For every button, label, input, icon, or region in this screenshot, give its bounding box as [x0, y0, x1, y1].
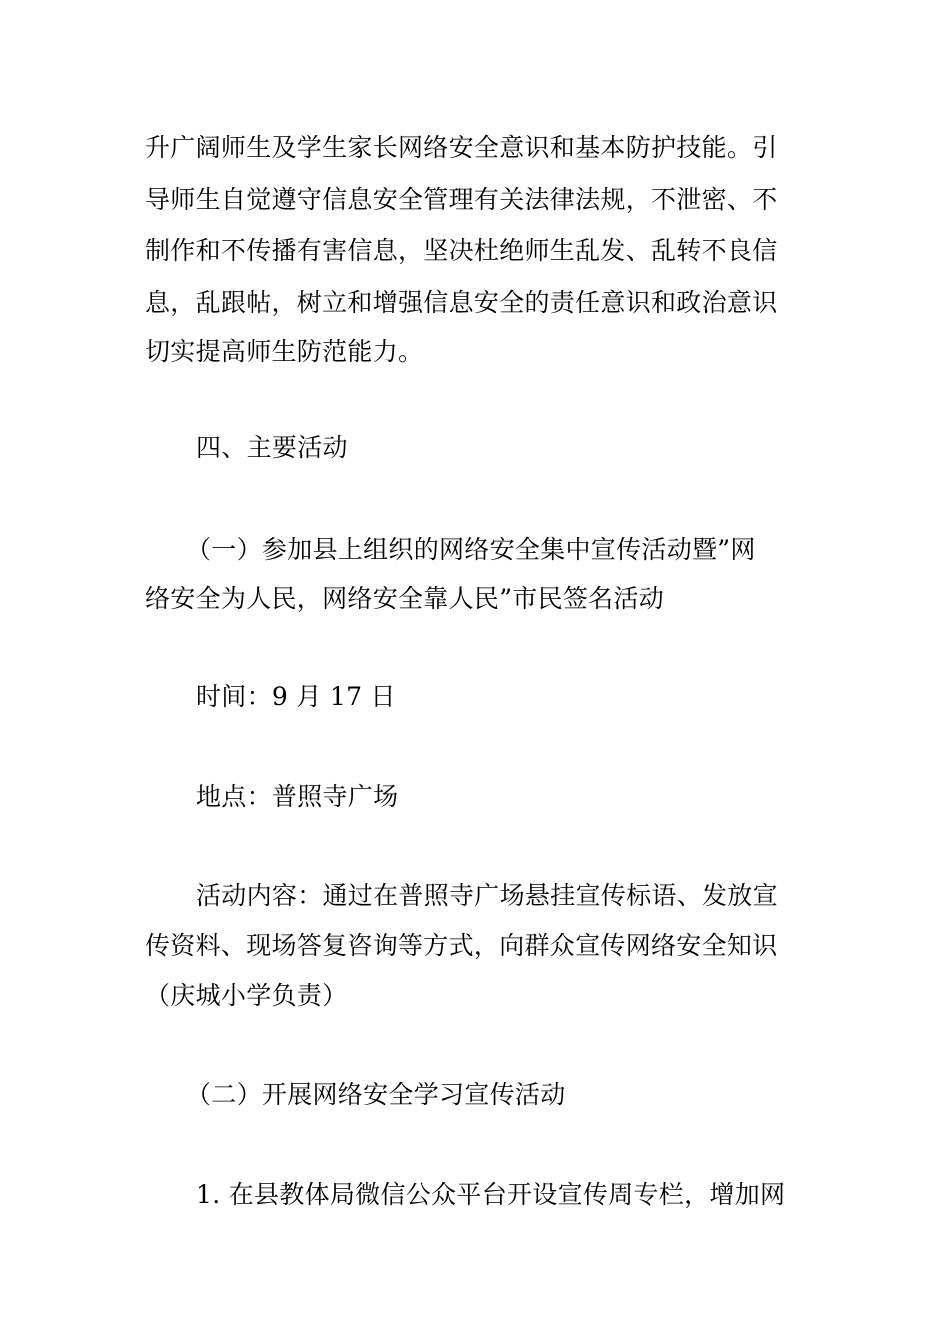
paragraph-line: 制作和不传播有害信息，坚决杜绝师生乱发、乱转不良信	[145, 236, 778, 265]
content-line: 传资料、现场答复咨询等方式，向群众宣传网络安全知识	[145, 931, 778, 960]
paragraph-line: 导师生自觉遵守信息安全管理有关法律法规，不泄密、不	[145, 185, 778, 214]
subsection-heading: （一）参加县上组织的网络安全集中宣传活动暨”网	[186, 535, 756, 564]
paragraph-line: 切实提高师生防范能力。	[145, 337, 424, 366]
paragraph-line: 息，乱跟帖，树立和增强信息安全的责任意识和政治意识	[145, 288, 778, 317]
subsection-heading: （二）开展网络安全学习宣传活动	[186, 1080, 566, 1109]
subsection-heading-cont: 络安全为人民，网络安全靠人民”市民签名活动	[145, 584, 665, 613]
list-item: 1. 在县教体局微信公众平台开设宣传周专栏，增加网	[196, 1180, 786, 1209]
content-line: （庆城小学负责）	[145, 981, 348, 1010]
paragraph-line: 升广阔师生及学生家长网络安全意识和基本防护技能。引	[145, 133, 778, 162]
content-line: 活动内容：通过在普照寺广场悬挂宣传标语、发放宣	[196, 881, 778, 910]
section-heading: 四、主要活动	[196, 433, 348, 462]
time-line: 时间：9 月 17 日	[196, 682, 396, 711]
location-line: 地点：普照寺广场	[196, 782, 399, 811]
